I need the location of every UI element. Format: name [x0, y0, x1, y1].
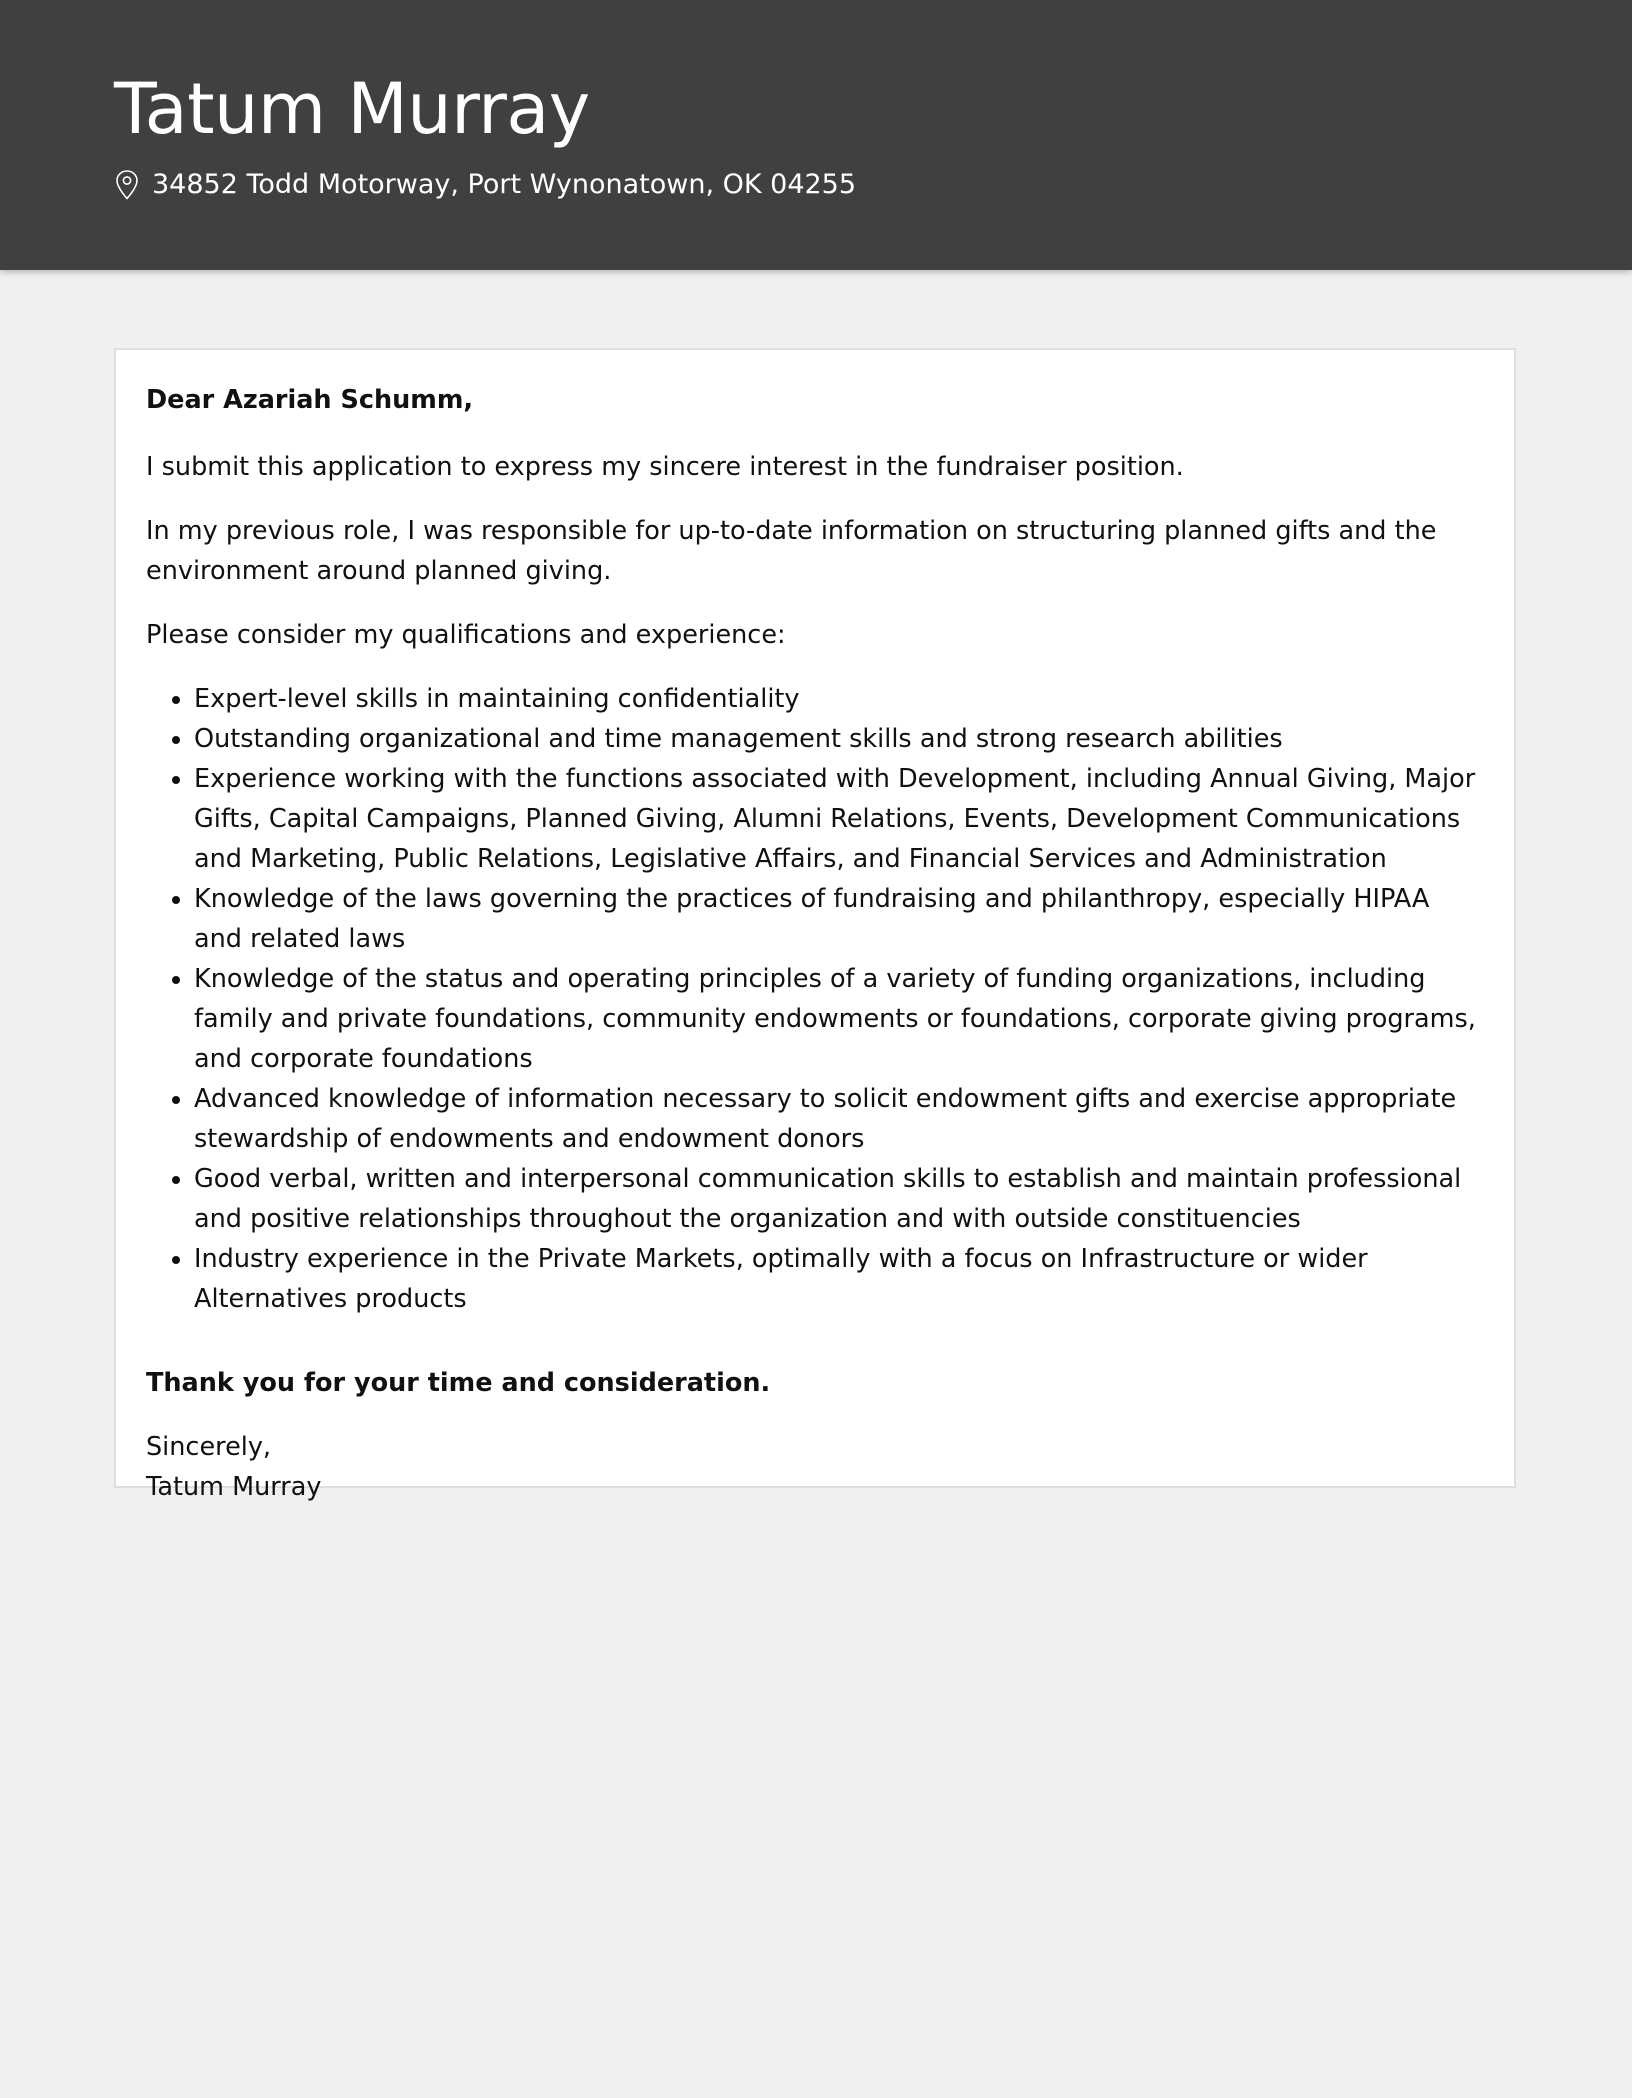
- salutation: Dear Azariah Schumm,: [146, 385, 474, 415]
- qualification-item: • Advanced knowledge of information necessary to solicit endowment gifts and exercise appropriate stewardship of endowments and endowment donors: [194, 1079, 1484, 1159]
- map-pin-icon: [114, 169, 140, 201]
- header-banner: [0, 0, 1632, 270]
- applicant-address: 34852 Todd Motorway, Port Wynonatown, OK 04255: [152, 169, 857, 200]
- address-row: [114, 165, 856, 205]
- cover-letter-card: [114, 348, 1516, 1502]
- intro-paragraph: I submit this application to express my sincere interest in the fundraiser position.: [146, 452, 1184, 482]
- qualifications-intro: Please consider my qualifications and experience:: [146, 620, 786, 650]
- signature: Tatum Murray: [146, 1472, 322, 1502]
- qualification-item: • Industry experience in the Private Markets, optimally with a focus on Infrastructure or wider Alternatives products: [194, 1239, 1484, 1319]
- qualification-item: • Experience working with the functions associated with Development, including Annual Giving, Major Gifts, Capital Campaigns, Planned Giving, Alumni Relations, Events, Development Communications and Marketing, Public Relations, Legislative Affairs, and Financial Services and Administration: [194, 759, 1484, 879]
- qualification-item: • Expert-level skills in maintaining confidentiality: [194, 679, 1484, 719]
- qualification-item: • Outstanding organizational and time management skills and strong research abilities: [194, 719, 1484, 759]
- closing: Sincerely,: [146, 1432, 272, 1462]
- qualification-item: • Knowledge of the laws governing the practices of fundraising and philanthropy, especially HIPAA and related laws: [194, 879, 1484, 959]
- qualification-item: • Knowledge of the status and operating principles of a variety of funding organizations, including family and private foundations, community endowments or foundations, corporate giving programs, and corporate foundations: [194, 959, 1484, 1079]
- previous-role-paragraph: In my previous role, I was responsible for up-to-date information on structuring planned gifts and the environment around planned giving.: [146, 516, 1437, 586]
- qualification-item: • Good verbal, written and interpersonal communication skills to establish and maintain professional and positive relationships throughout the organization and with outside constituencies: [194, 1159, 1484, 1239]
- applicant-name: Tatum Murray: [114, 68, 590, 150]
- qualifications-list: [146, 679, 1484, 1319]
- thank-you-line: Thank you for your time and consideration.: [146, 1368, 771, 1398]
